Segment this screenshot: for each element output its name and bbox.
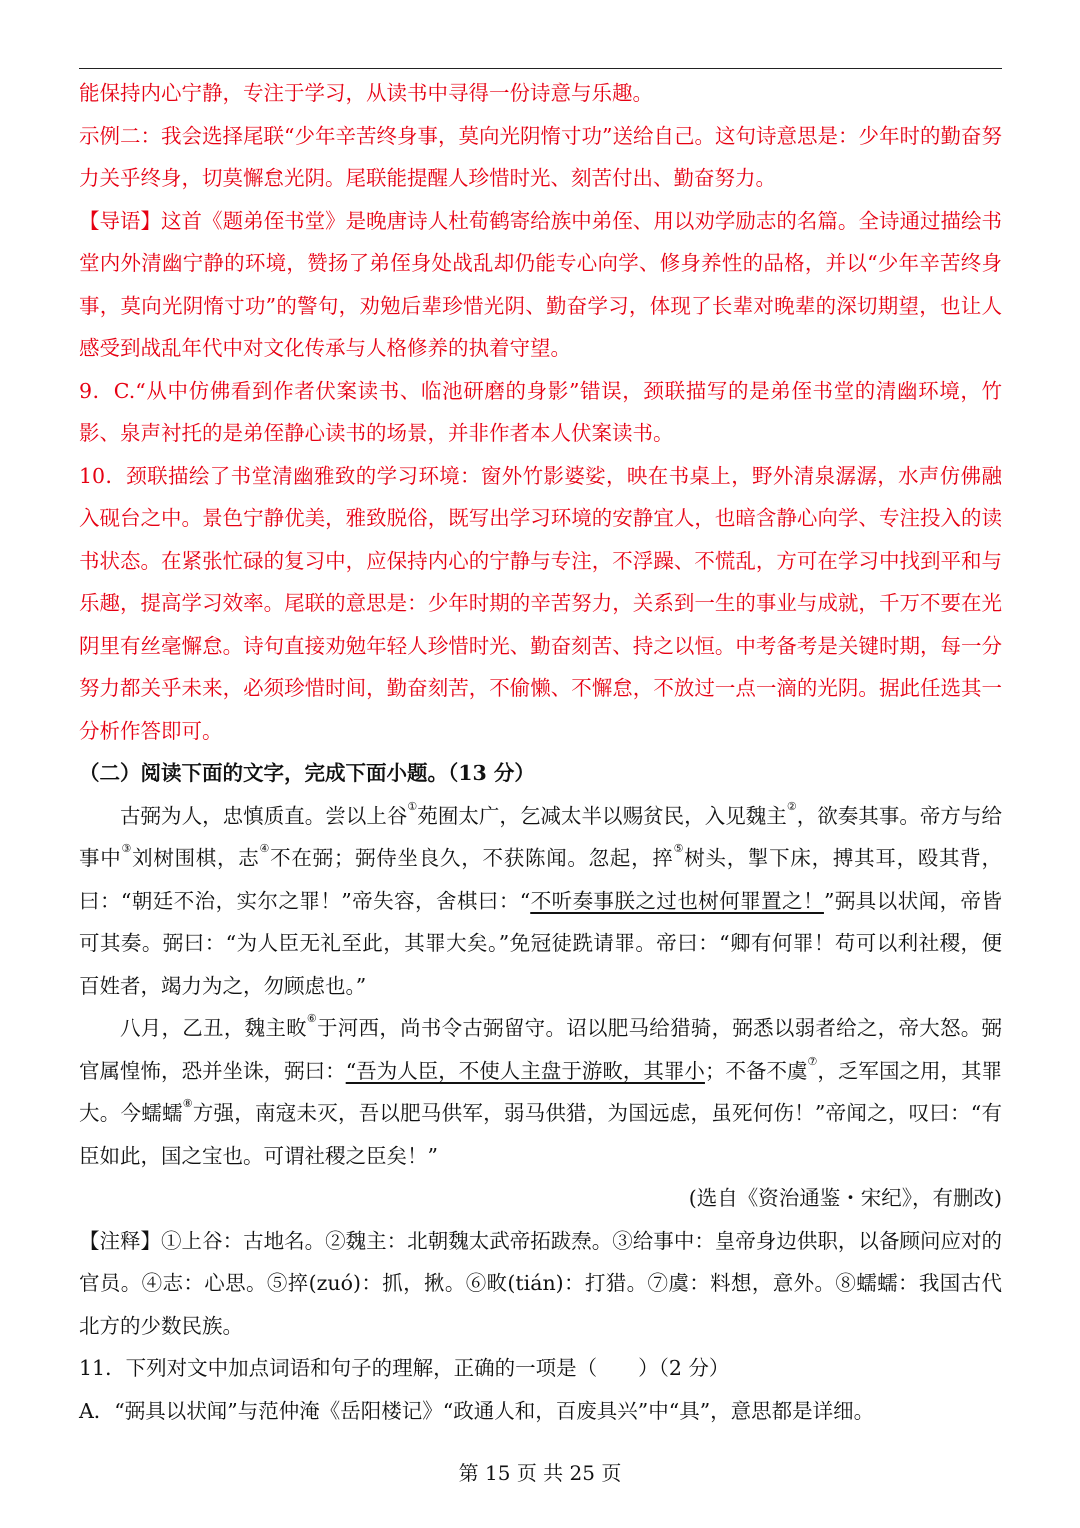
question-11: 11．下列对文中加点词语和句子的理解，正确的一项是（ ）（2 分） <box>79 1356 730 1380</box>
passage-paragraph-1: 古弼为人，忠慎质直。尝以上谷①苑囿太广，乞减太半以赐贫民，入见魏主②，欲奏其事。帝方与给事中③刘树围棋，志④不在弼；弼侍坐良久，不获陈闻。忽起，捽⑤树头，掣下床，搏其耳，殴其背，曰：“朝廷不治，实尔之罪！”帝失容，舍棋曰：“不听奏事朕之过也树何罪置之！”弼具以状闻，帝皆可其奏。弼曰：“为人臣无礼至此，其罪大矣。”免冠徒跣请罪。帝曰：“卿有何罪！苟可以利社稷，便百姓者，竭力为之，勿顾虑也。” <box>79 799 1003 998</box>
header-rule <box>79 68 1002 69</box>
answer-line-1: 能保持内心宁静，专注于学习，从读书中寻得一份诗意与乐趣。 <box>79 81 653 105</box>
answer-example-2: 示例二：我会选择尾联“少年辛苦终身事，莫向光阴惰寸功”送给自己。这句诗意思是：少年时的勤奋努力关乎终身，切莫懈怠光阴。尾联能提醒人珍惜时光、刻苦付出、勤奋努力。 <box>79 123 1002 190</box>
question-11-option-a: A．“弼具以状闻”与范仲淹《岳阳楼记》“政通人和，百废具兴”中“具”，意思都是详细。 <box>79 1398 875 1423</box>
underlined-sentence-2: “吾为人臣，不使人主盘于游畋，其罪小 <box>345 1058 705 1083</box>
page-content <box>79 72 1002 1432</box>
page-number: 第 15 页 共 25 页 <box>458 1461 622 1485</box>
answer-q9: 9．C.“从中仿佛看到作者伏案读书、临池研磨的身影”错误，颈联描写的是弟侄书堂的清幽环境，竹影、泉声衬托的是弟侄静心读书的场景，并非作者本人伏案读书。 <box>79 378 1002 445</box>
passage-paragraph-2: 八月，乙丑，魏主畋⑥于河西，尚书令古弼留守。诏以肥马给猎骑，弼悉以弱者给之，帝大怒。弼官属惶怖，恐并坐诛，弼曰：“吾为人臣，不使人主盘于游畋，其罪小；不备不虞⑦，乏军国之用，其罪大。今蠕蠕⑧方强，南寇未灭，吾以肥马供军，弱马供猎，为国远虑，虽死何伤！”帝闻之，叹曰：“有臣如此，国之宝也。可谓社稷之臣矣！” <box>79 1012 1003 1168</box>
answer-q10: 10．颈联描绘了书堂清幽雅致的学习环境：窗外竹影婆娑，映在书桌上，野外清泉潺潺，水声仿佛融入砚台之中。景色宁静优美，雅致脱俗，既写出学习环境的安静宜人，也暗含静心向学、专注投入的读书状态。在紧张忙碌的复习中，应保持内心的宁静与专注，不浮躁、不慌乱，方可在学习中找到平和与乐趣，提高学习效率。尾联的意思是：少年时期的辛苦努力，关系到一生的事业与成就，千万不要在光阴里有丝毫懈怠。诗句直接劝勉年轻人珍惜时光、勤奋刻苦、持之以恒。中考备考是关键时期，每一分努力都关乎未来，必须珍惜时间，勤奋刻苦，不偷懒、不懈怠，不放过一点一滴的光阴。据此任选其一分析作答即可。 <box>79 463 1002 743</box>
guide-paragraph: 【导语】这首《题弟侄书堂》是晚唐诗人杜荀鹤寄给族中弟侄、用以劝学励志的名篇。全诗通过描绘书堂内外清幽宁静的环境，赞扬了弟侄身处战乱却仍能专心向学、修身养性的品格，并以“少年辛苦终身事，莫向光阴惰寸功”的警句，劝勉后辈珍惜光阴、勤奋学习，体现了长辈对晚辈的深切期望，也让人感受到战乱年代中对文化传承与人格修养的执着守望。 <box>79 208 1002 360</box>
section-heading: （二）阅读下面的文字，完成下面小题。（13 分） <box>79 761 535 785</box>
underlined-sentence-1: 不听奏事朕之过也树何罪置之！ <box>530 888 824 913</box>
passage-source: (选自《资治通鉴・宋纪》，有删改) <box>688 1186 1002 1210</box>
annotation-notes: 【注释】①上谷：古地名。②魏主：北朝魏太武帝拓跋焘。③给事中：皇帝身边供职，以备顾问应对的官员。④志：心思。⑤捽(zuó)：抓，揪。⑥畋(tián)：打猎。⑦虞：料想，意外。⑧蠕蠕：我国古代北方的少数民族。 <box>79 1228 1002 1338</box>
